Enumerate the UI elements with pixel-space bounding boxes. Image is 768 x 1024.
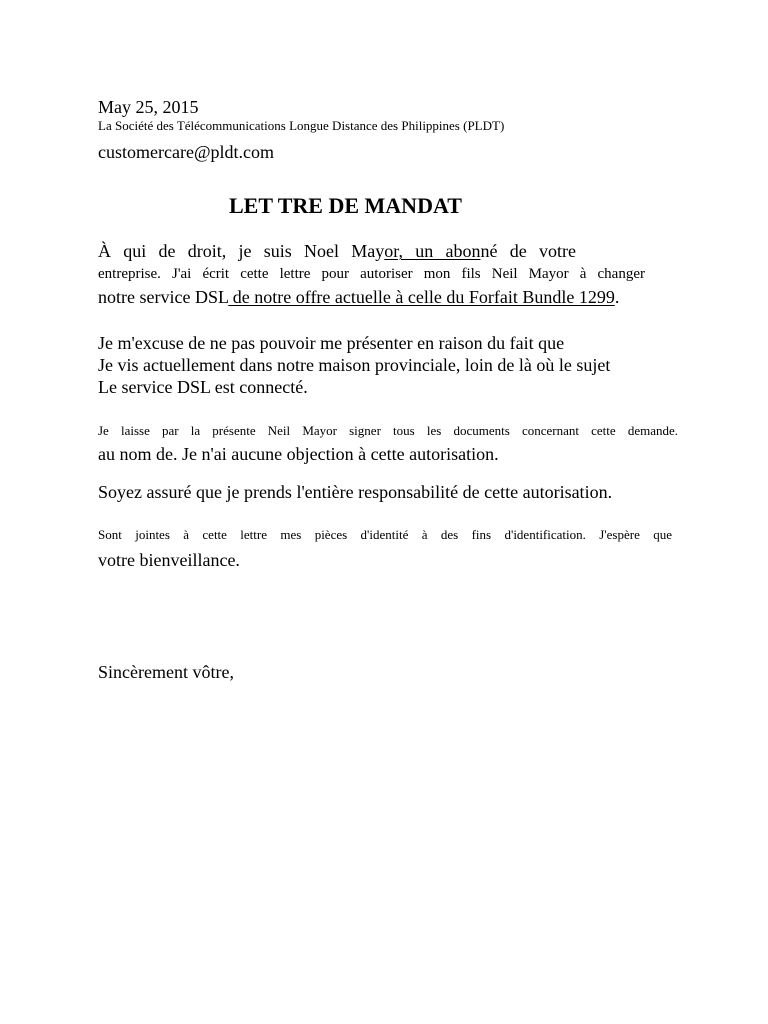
p1-l1-underlined: or, un abon (384, 241, 481, 261)
letter-date: May 25, 2015 (98, 97, 199, 117)
letter-title: LET TRE DE MANDAT (229, 193, 462, 218)
p1-l3-part-a: notre service DSL (98, 287, 229, 307)
p1-l3-underlined: de notre offre actuelle à celle du Forfait Bundle 1299 (228, 287, 615, 307)
recipient-line: La Société des Télécommunications Longue Distance des Philippines (PLDT) (98, 118, 505, 133)
paragraph-1-line-1 (98, 241, 576, 262)
paragraph-5-line-2: votre bienveillance. (98, 550, 240, 570)
paragraph-2-line-2: Je vis actuellement dans notre maison provinciale, loin de là où le sujet (98, 355, 611, 375)
paragraph-3-line-2: au nom de. Je n'ai aucune objection à cette autorisation. (98, 444, 499, 464)
paragraph-1-line-2: entreprise. J'ai écrit cette lettre pour autoriser mon fils Neil Mayor à changer (98, 266, 645, 282)
p1-l1-part-c: né de votre (480, 241, 576, 261)
paragraph-1-line-3 (98, 287, 619, 308)
paragraph-2-line-3: Le service DSL est connecté. (98, 377, 308, 397)
p1-l3-part-c: . (614, 287, 620, 307)
p1-l1-part-a: À qui de droit, je suis Noel May (98, 241, 385, 261)
paragraph-3-line-1: Je laisse par la présente Neil Mayor signer tous les documents concernant cette demande. (98, 423, 678, 438)
recipient-email: customercare@pldt.com (98, 142, 275, 162)
paragraph-2-line-1: Je m'excuse de ne pas pouvoir me présenter en raison du fait que (98, 333, 565, 353)
paragraph-4: Soyez assuré que je prends l'entière responsabilité de cette autorisation. (98, 482, 613, 502)
closing-line: Sincèrement vôtre, (98, 662, 234, 682)
paragraph-5-line-1: Sont jointes à cette lettre mes pièces d'identité à des fins d'identification. J'espère que (98, 527, 672, 542)
